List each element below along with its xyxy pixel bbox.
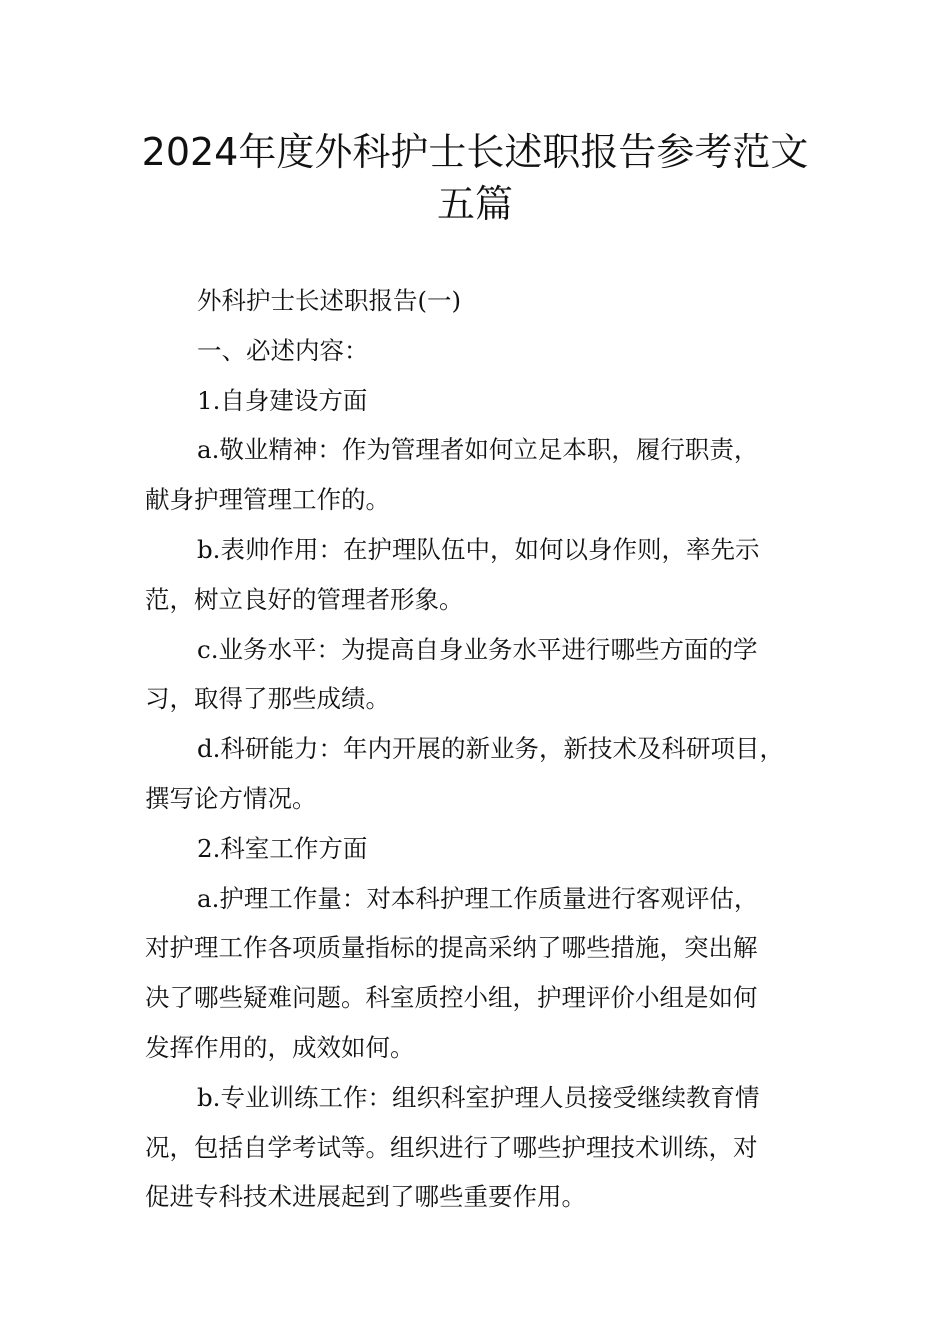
paragraph-line: 献身护理管理工作的。 (145, 485, 390, 515)
title-line-2: 五篇 (436, 182, 513, 226)
paragraph-line: 外科护士长述职报告(一) (197, 286, 462, 315)
paragraph-line: 范，树立良好的管理者形象。 (145, 584, 464, 614)
paragraph-line: 促进专科技术进展起到了哪些重要作用。 (145, 1182, 586, 1212)
paragraph-line: 发挥作用的，成效如何。 (145, 1032, 415, 1062)
paragraph-line: b.表帅作用：在护理队伍中，如何以身作则，率先示 (197, 534, 760, 564)
paragraph-line: 2.科室工作方面 (197, 833, 368, 863)
document-body (145, 276, 815, 1222)
paragraph-line: 习，取得了那些成绩。 (145, 684, 390, 714)
paragraph-line: b.专业训练工作：组织科室护理人员接受继续教育情 (197, 1082, 760, 1112)
title-line-1: 2024年度外科护士长述职报告参考范文 (141, 130, 809, 174)
paragraph-line: 对护理工作各项质量指标的提高采纳了哪些措施，突出解 (145, 933, 758, 963)
paragraph-line: 1.自身建设方面 (197, 385, 368, 415)
paragraph-line: d.科研能力：年内开展的新业务，新技术及科研项目， (197, 734, 784, 764)
paragraph-line: a.敬业精神：作为管理者如何立足本职，履行职责， (197, 435, 759, 465)
paragraph-line: 决了哪些疑难问题。科室质控小组，护理评价小组是如何 (145, 983, 758, 1013)
document-title (100, 126, 850, 230)
paragraph-line: 撰写论方情况。 (145, 783, 317, 813)
paragraph-line: a.护理工作量：对本科护理工作质量进行客观评估， (197, 883, 759, 913)
paragraph-line: 况，包括自学考试等。组织进行了哪些护理技术训练，对 (145, 1132, 758, 1162)
paragraph-line: c.业务水平：为提高自身业务水平进行哪些方面的学 (197, 634, 758, 664)
paragraph-line: 一、必述内容： (197, 335, 369, 365)
